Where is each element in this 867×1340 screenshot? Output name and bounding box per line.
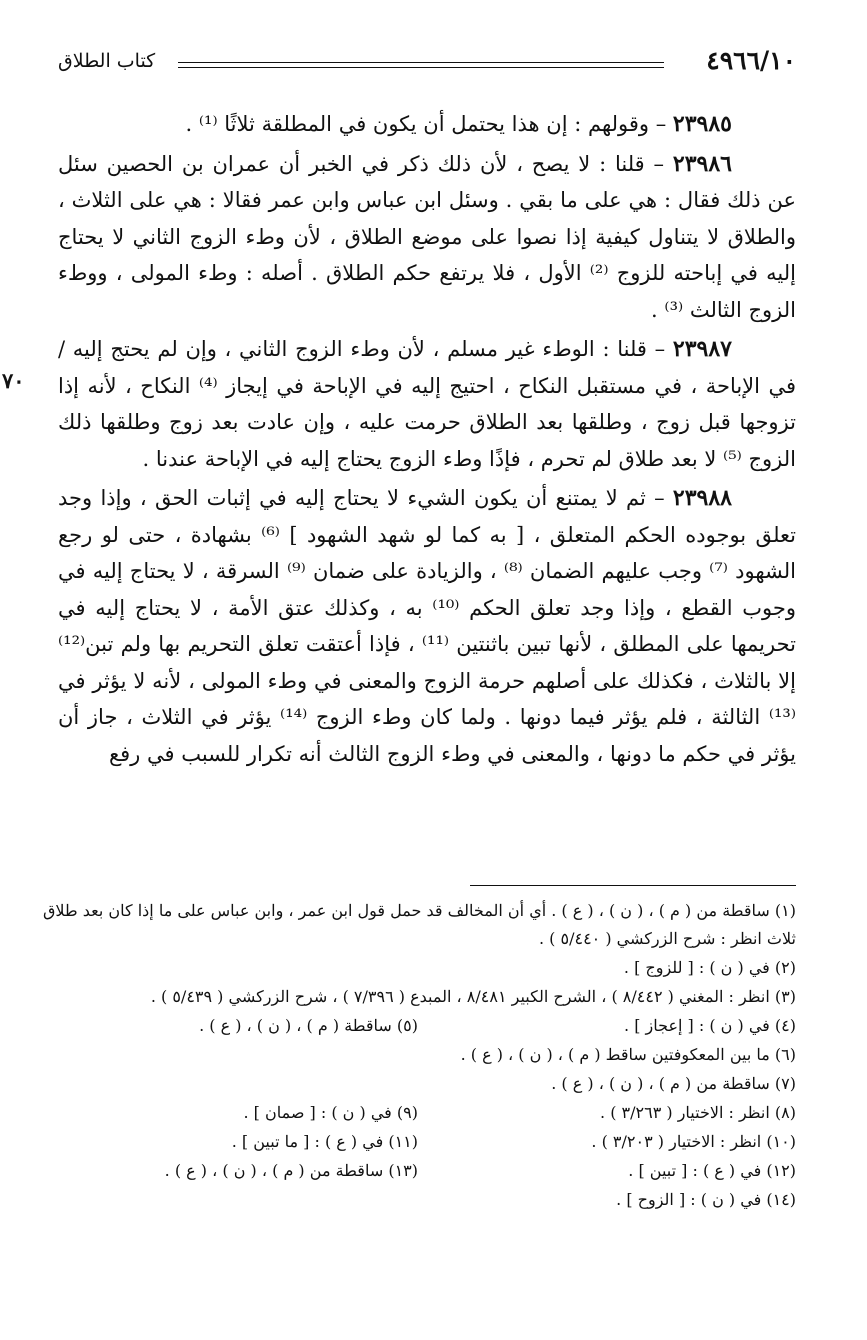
margin-folio-note: ٧٠: [2, 368, 25, 393]
paragraph-number: ٢٣٩٨٧: [672, 336, 732, 362]
footnote-3: (٣) انظر : المغني ( ٨/٤٤٢ ) ، الشرح الكبير ٨/٤٨١ ، المبدع ( ٧/٣٩٦ ) ، شرح الزركشي ( ٥/٤٣٩ ) .: [150, 987, 796, 1006]
paragraph-23988: [58, 480, 796, 772]
footnote-13: (١٣) ساقطة من ( م ) ، ( ن ) ، ( ع ) .: [164, 1161, 418, 1180]
book-title: كتاب الطلاق: [58, 50, 156, 72]
footnote-separator: [470, 885, 796, 886]
paragraph-number: ٢٣٩٨٥: [672, 111, 732, 137]
footnote-12: (١٢) في ( ع ) : [ تبين ] .: [628, 1161, 796, 1180]
main-text: [58, 106, 796, 775]
footnote-7: (٧) ساقطة من ( م ) ، ( ن ) ، ( ع ) .: [551, 1074, 796, 1093]
running-header: [58, 46, 796, 80]
footnote-row: [40, 1157, 796, 1185]
footnote-14: (١٤) في ( ن ) : [ الزوح ] .: [616, 1190, 796, 1209]
footnote-8: (٨) انظر : الاختيار ( ٣/٢٦٣ ) .: [600, 1103, 796, 1122]
footnote-6: (٦) ما بين المعكوفتين ساقط ( م ) ، ( ن ) ، ( ع ) .: [460, 1045, 796, 1064]
footnote-1: (١) ساقطة من ( م ) ، ( ن ) ، ( ع ) . أي أن المخالف قد حمل قول ابن عمر ، وابن عباس على ما إذا كان بعد طلاق ثلاث انظر : شرح الزركشي ( ٥/٤٤٠ ) .: [42, 901, 796, 948]
footnote-row: [40, 1012, 796, 1040]
paragraph-23987: [58, 331, 796, 477]
paragraph-text: – قلنا : لا يصح ، لأن ذلك ذكر في الخبر أن عمران بن الحصين سئل عن ذلك فقال : هي على ما بقي . وسئل ابن عباس وابن عمر فقالا : هي على الثلاث ، والطلاق لا يتناول كيفية إذا نصوا على موضع الطلاق ، لأن وطء الزوج الثاني لا يحتاج إليه في إباحته للزوج ⁽²⁾ الأول ، فلا يرتفع حكم الطلاق . أصله : وطء المولى ، ووطء الزوج الثالث ⁽³⁾ .: [58, 151, 796, 322]
header-double-rule: [178, 62, 664, 68]
footnotes: [40, 897, 796, 1215]
footnote-row: [40, 1099, 796, 1127]
footnote-11: (١١) في ( ع ) : [ ما تبين ] .: [231, 1132, 418, 1151]
paragraph-text: – قلنا : الوطء غير مسلم ، لأن وطء الزوج الثاني ، وإن لم يحتج إليه / في الإباحة ، في مستقبل النكاح ، احتيج إليه في الإباحة في إيجاز ⁽⁴⁾ النكاح ، لأنه إذا تزوجها قبل زوج ، وطلقها بعد الطلاق حرمت عليه ، وإن عادت بعد زوج وطلقها ذلك الزوج ⁽⁵⁾ لا بعد طلاق لم تحرم ، فإذًا وطء الزوج يحتاج إليه في الإباحة عندنا .: [58, 337, 797, 471]
footnote-2: (٢) في ( ن ) : [ للزوج ] .: [623, 958, 796, 977]
footnote-4: (٤) في ( ن ) : [ إعجاز ] .: [624, 1016, 796, 1035]
footnote-5: (٥) ساقطة ( م ) ، ( ن ) ، ( ع ) .: [199, 1016, 418, 1035]
paragraph-23986: [58, 146, 796, 329]
footnote-10: (١٠) انظر : الاختيار ( ٣/٢٠٣ ) .: [591, 1132, 796, 1151]
paragraph-number: ٢٣٩٨٦: [672, 150, 732, 177]
paragraph-number: ٢٣٩٨٨: [672, 485, 732, 511]
paragraph-text: – ثم لا يمتنع أن يكون الشيء لا يحتاج إليه في إثبات الحق ، وإذا وجد تعلق بوجوده الحكم المتعلق ، [ به كما لو شهد الشهود ] ⁽⁶⁾ بشهادة ، حتى لو رجع الشهود ⁽⁷⁾ وجب عليهم الضمان ⁽⁸⁾ ، والزيادة على ضمان ⁽⁹⁾ السرقة ، لا يحتاج إليه في وجوب القطع ، وإذا وجد تعلق الحكم ⁽¹⁰⁾ به ، وكذلك عتق الأمة ، لا يحتاج إليه في تحريمها على المطلق ، لأنها تبين باثنتين ⁽¹¹⁾ ، فإذا أعتقت تعلق التحريم بها ولم تبن⁽¹²⁾ إلا بالثلاث ، فكذلك على أصلهم حرمة الزوج والمعنى في وطء المولى ، لأنه لا يؤثر في ⁽¹³⁾ الثالثة ، فلم يؤثر فيما دونها . ولما كان وطء الزوج ⁽¹⁴⁾ يؤثر في الثلاث ، جاز أن يؤثر في حكم ما دونها ، والمعنى في وطء الزوج الثالث أنه تكرار للسبب في رفع: [58, 486, 796, 766]
footnote-row: [40, 1128, 796, 1156]
page-number: ٤٩٦٦/١٠: [706, 46, 796, 75]
paragraph-23985: [58, 106, 796, 143]
footnote-9: (٩) في ( ن ) : [ صمان ] .: [243, 1103, 418, 1122]
paragraph-text: – وقولهم : إن هذا يحتمل أن يكون في المطلقة ثلاثًا ⁽¹⁾ .: [185, 112, 673, 136]
